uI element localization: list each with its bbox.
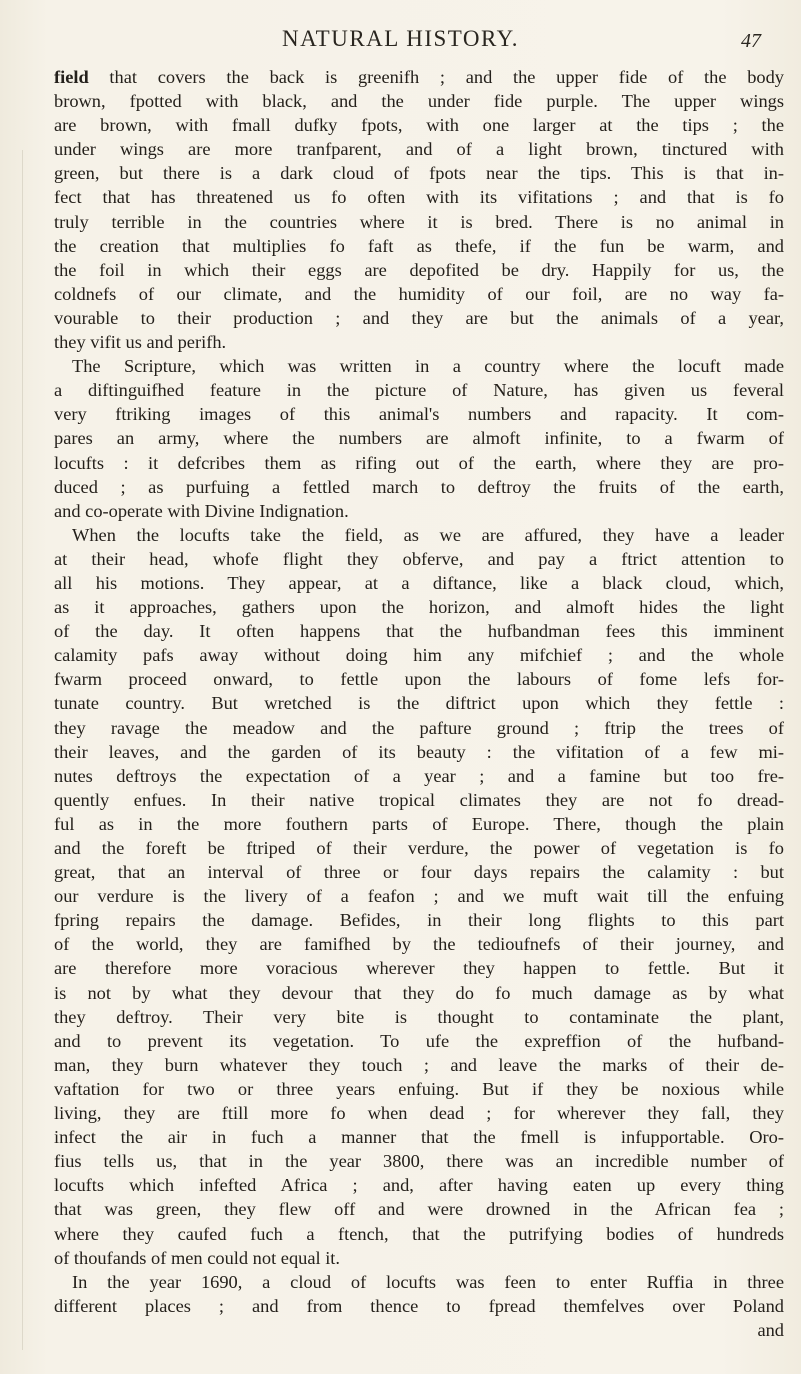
text-line: very ftriking images of this animal's numbers and rapacity. It com- [54, 404, 784, 425]
text-line: locufts which infefted Africa ; and, after having eaten up every thing [54, 1175, 784, 1196]
page-number: 47 [741, 30, 761, 52]
text-line: the creation that multiplies fo faft as thefe, if the fun be warm, and [54, 235, 784, 256]
text-line: fpring repairs the damage. Befides, in their long flights to this part [54, 910, 784, 931]
text-line: man, they burn whatever they touch ; and leave the marks of their de- [54, 1054, 784, 1075]
catchword: and [757, 1319, 784, 1340]
text-line: a diftinguifhed feature in the picture of Nature, has given us feveral [54, 380, 784, 401]
text-line: great, that an interval of three or four days repairs the calamity : but [54, 862, 784, 883]
text-line: of the day. It often happens that the hufbandman fees this imminent [54, 621, 784, 642]
text-line: under wings are more tranfparent, and of a light brown, tinctured with [54, 139, 784, 160]
page-header [0, 26, 801, 56]
text-line: and the foreft be ftriped of their verdure, the power of vegetation is fo [54, 838, 784, 858]
text-line: their leaves, and the garden of its beauty : the vifitation of a few mi- [54, 741, 784, 762]
text-line: the foil in which their eggs are depofited be dry. Happily for us, the [54, 259, 784, 280]
opening-word: field [54, 67, 89, 87]
text-line: vourable to their production ; and they are but the animals of a year, [54, 307, 784, 328]
text-line: infect the air in fuch a manner that the fmell is infupportable. Oro- [54, 1127, 784, 1148]
text-line: fius tells us, that in the year 3800, there was an incredible number of [54, 1151, 784, 1172]
text-line: and co-operate with Divine Indignation. [54, 500, 349, 521]
text-line: In the year 1690, a cloud of locufts was feen to enter Ruffia in three [72, 1271, 784, 1292]
text-line: are brown, with fmall dufky fpots, with one larger at the tips ; the [54, 115, 784, 136]
text-line: locufts : it defcribes them as rifing out of the earth, where they are pro- [54, 452, 784, 473]
running-head: NATURAL HISTORY. [282, 26, 519, 51]
text-line: duced ; as purfuing a fettled march to deftroy the fruits of the earth, [54, 476, 784, 497]
text-line: of the world, they are famifhed by the tedioufnefs of their journey, and [54, 934, 784, 955]
text-line: at their head, whofe flight they obferve, and pay a ftrict attention to [54, 548, 784, 569]
text-line: different places ; and from thence to fpread themfelves over Poland [54, 1295, 784, 1316]
text-line: coldnefs of our climate, and the humidity of our foil, are no way fa- [54, 283, 784, 304]
text-line: fwarm proceed onward, to fettle upon the labours of fome lefs for- [54, 669, 784, 690]
page-gutter-shadow [22, 150, 23, 1350]
text-line: field that covers the back is greenifh ; and the upper fide of the body [54, 67, 784, 87]
text-line: quently enfues. In their native tropical climates they are not fo dread- [54, 789, 784, 810]
text-line: where they caufed fuch a ftench, that the putrifying bodies of hundreds [54, 1223, 784, 1244]
text-line: is not by what they devour that they do fo much damage as by what [54, 982, 784, 1003]
text-line: brown, fpotted with black, and the under fide purple. The upper wings [54, 91, 784, 112]
text-line: pares an army, where the numbers are almoft infinite, to a fwarm of [54, 428, 784, 449]
text-line: calamity pafs away without doing him any mifchief ; and the whole [54, 645, 784, 666]
text-line: green, but there is a dark cloud of fpots near the tips. This is that in- [54, 163, 784, 184]
text-line: of thoufands of men could not equal it. [54, 1247, 341, 1268]
text-line: that was green, they flew off and were drowned in the African fea ; [54, 1199, 784, 1220]
text-line: nutes deftroys the expectation of a year ; and a famine but too fre- [54, 765, 784, 786]
text-line: fect that has threatened us fo often with its vifitations ; and that is fo [54, 187, 784, 208]
text-line: ful as in the more fouthern parts of Europe. There, though the plain [54, 813, 784, 834]
text-line: all his motions. They appear, at a diftance, like a black cloud, which, [54, 572, 784, 593]
text-line: truly terrible in the countries where it is bred. There is no animal in [54, 211, 784, 232]
text-line: are therefore more voracious wherever they happen to fettle. But it [54, 958, 784, 979]
text-line: as it approaches, gathers upon the horizon, and almoft hides the light [54, 597, 784, 618]
text-line: they vifit us and perifh. [54, 332, 227, 353]
text-line: The Scripture, which was written in a country where the locuft made [72, 356, 784, 377]
text-line: tunate country. But wretched is the diftrict upon which they fettle : [54, 693, 784, 714]
text-line: and to prevent its vegetation. To ufe the expreffion of the hufband- [54, 1030, 784, 1051]
text-line: they deftroy. Their very bite is thought to contaminate the plant, [54, 1006, 784, 1027]
text-line: When the locufts take the field, as we are affured, they have a leader [72, 524, 784, 545]
text-line: vaftation for two or three years enfuing. But if they be noxious while [54, 1078, 784, 1099]
body-text [54, 65, 784, 1342]
text-line: living, they are ftill more fo when dead ; for wherever they fall, they [54, 1103, 784, 1124]
text-line: our verdure is the livery of a feafon ; and we muft wait till the enfuing [54, 886, 784, 907]
text-line: they ravage the meadow and the pafture ground ; ftrip the trees of [54, 717, 784, 738]
